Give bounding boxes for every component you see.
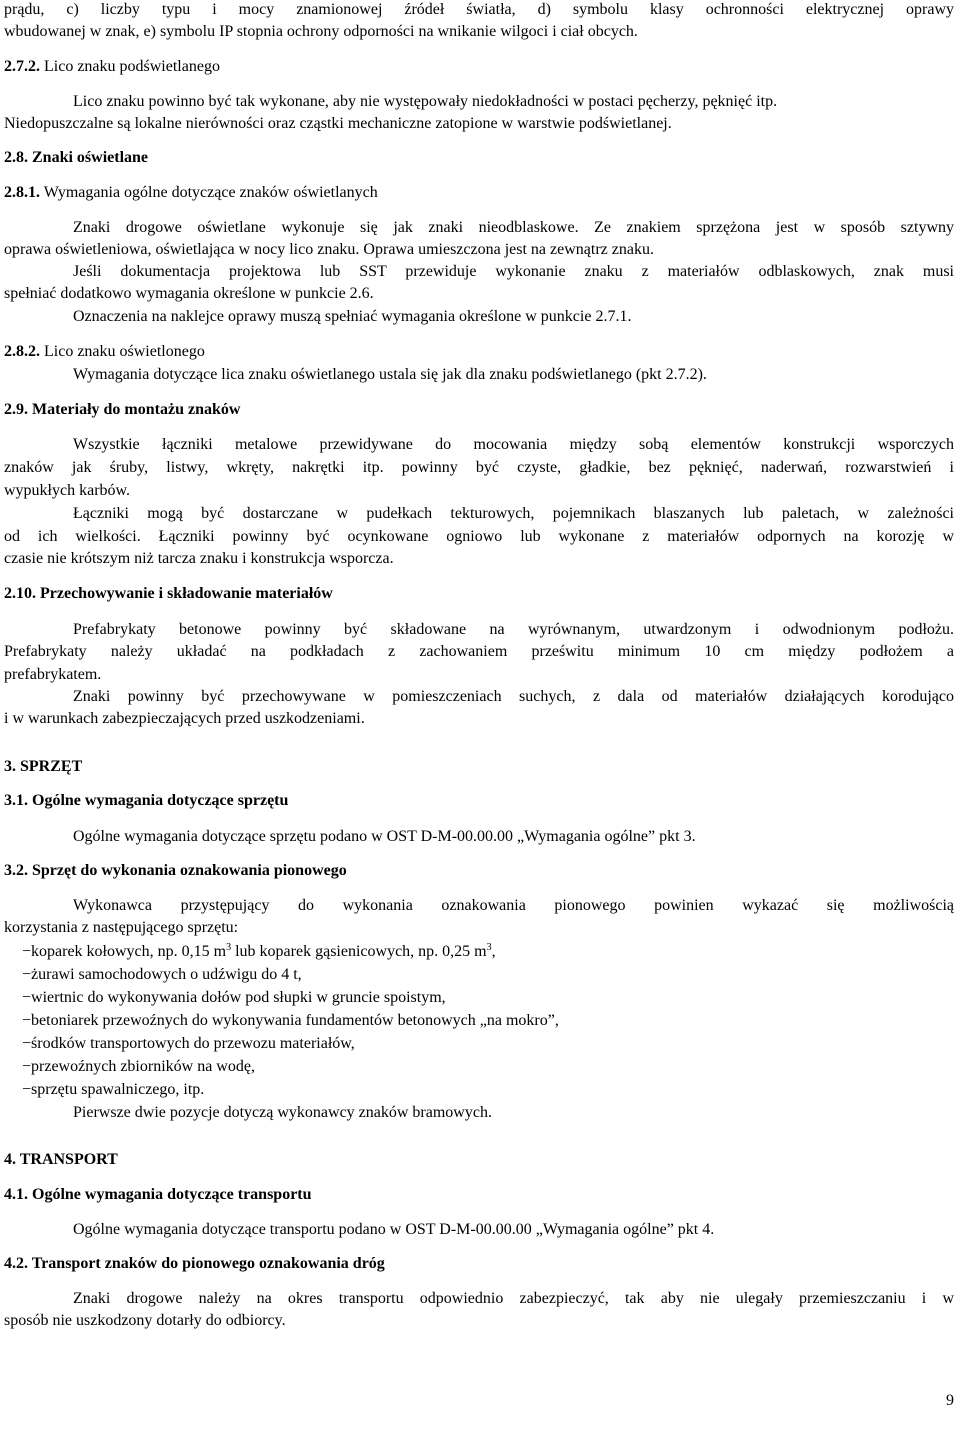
section-heading-4-2: 4.2. Transport znaków do pionowego oznakowania dróg bbox=[4, 1255, 385, 1272]
section-heading-2-8-2: 2.8.2. Lico znaku oświetlonego bbox=[4, 343, 205, 360]
section-heading-2-8-1: 2.8.1. Wymagania ogólne dotyczące znaków oświetlanych bbox=[4, 184, 378, 201]
section-heading-4-1: 4.1. Ogólne wymagania dotyczące transportu bbox=[4, 1186, 312, 1203]
paragraph-line: Niedopuszczalne są lokalne nierówności oraz cząstki mechaniczne zatopione w warstwie podświetlanej. bbox=[4, 115, 672, 132]
section-heading-2-10: 2.10. Przechowywanie i składowanie materiałów bbox=[4, 585, 333, 602]
list-item: −przewoźnych zbiorników na wodę, bbox=[22, 1058, 255, 1075]
page-number: 9 bbox=[946, 1392, 954, 1409]
paragraph-line: prefabrykatem. bbox=[4, 666, 102, 683]
list-item: −żurawi samochodowych o udźwigu do 4 t, bbox=[22, 966, 302, 983]
paragraph-line: Lico znaku powinno być tak wykonane, aby nie występowały niedokładności w postaci pęcherzy, pęknięć itp. bbox=[73, 93, 778, 110]
paragraph-line: Ogólne wymagania dotyczące sprzętu podano w OST D-M-00.00.00 „Wymagania ogólne” pkt 3. bbox=[73, 828, 696, 845]
paragraph-line: Prefabrykaty należy układać na podkładach z zachowaniem prześwitu minimum 10 cm między podłożem a bbox=[4, 643, 954, 660]
section-heading-4: 4. TRANSPORT bbox=[4, 1151, 118, 1168]
list-item: −betoniarek przewoźnych do wykonywania fundamentów betonowych „na mokro”, bbox=[22, 1012, 559, 1029]
paragraph-line: wbudowanej w znak, e) symbolu IP stopnia ochrony odporności na wnikanie wilgoci i ciał obcych. bbox=[4, 23, 638, 40]
paragraph-line: Wszystkie łączniki metalowe przewidywane do mocowania między sobą elementów konstrukcji wsporczych bbox=[73, 436, 954, 453]
list-item: −wiertnic do wykonywania dołów pod słupki w gruncie spoistym, bbox=[22, 989, 446, 1006]
paragraph-line: znaków jak śruby, listwy, wkręty, nakrętki itp. powinny być czyste, gładkie, bez pęknięć, naderwań, rozwarstwień i bbox=[4, 459, 954, 476]
list-item: −koparek kołowych, np. 0,15 $m^3$ lub koparek gąsienicowych, np. 0,25 $m^3$, bbox=[22, 942, 496, 960]
paragraph-line: Pierwsze dwie pozycje dotyczą wykonawcy znaków bramowych. bbox=[73, 1104, 492, 1121]
paragraph-line: Znaki drogowe należy na okres transportu odpowiednio zabezpieczyć, tak aby nie ulegały przemieszczaniu i w bbox=[73, 1290, 954, 1307]
section-heading-2-7-2: 2.7.2. Lico znaku podświetlanego bbox=[4, 58, 220, 75]
paragraph-line: wypukłych karbów. bbox=[4, 482, 131, 499]
paragraph-line: oprawa oświetleniowa, oświetlająca w nocy lico znaku. Oprawa umieszczona jest na zewnątrz znaku. bbox=[4, 241, 654, 258]
paragraph-line: Znaki powinny być przechowywane w pomieszczeniach suchych, z dala od materiałów działających korodująco bbox=[73, 688, 954, 705]
section-heading-3-1: 3.1. Ogólne wymagania dotyczące sprzętu bbox=[4, 792, 289, 809]
paragraph-line: czasie nie krótszym niż tarcza znaku i konstrukcja wsporcza. bbox=[4, 550, 394, 567]
paragraph-line: sposób nie uszkodzony dotarły do odbiorcy. bbox=[4, 1312, 286, 1329]
paragraph-line: Znaki drogowe oświetlane wykonuje się jak znaki nieodblaskowe. Ze znakiem sprzężona jest w sposób sztywny bbox=[73, 219, 954, 236]
paragraph-line: Wykonawca przystępujący do wykonania oznakowania pionowego powinien wykazać się możliwością bbox=[73, 897, 954, 914]
paragraph-line: od ich wielkości. Łączniki powinny być ocynkowane ogniowo lub wykonane z materiałów odpornych na korozję w bbox=[4, 528, 954, 545]
section-heading-3-2: 3.2. Sprzęt do wykonania oznakowania pionowego bbox=[4, 862, 347, 879]
paragraph-line: Prefabrykaty betonowe powinny być składowane na wyrównanym, utwardzonym i odwodnionym podłożu. bbox=[73, 621, 954, 638]
paragraph-line: Jeśli dokumentacja projektowa lub SST przewiduje wykonanie znaku z materiałów odblaskowych, znak musi bbox=[73, 263, 954, 280]
paragraph-line: i w warunkach zabezpieczających przed uszkodzeniami. bbox=[4, 710, 365, 727]
list-item: −sprzętu spawalniczego, itp. bbox=[22, 1081, 205, 1098]
paragraph-line: Oznaczenia na naklejce oprawy muszą spełniać wymagania określone w punkcie 2.7.1. bbox=[73, 308, 632, 325]
section-heading-2-8: 2.8. Znaki oświetlane bbox=[4, 149, 149, 166]
list-item: −środków transportowych do przewozu materiałów, bbox=[22, 1035, 355, 1052]
section-heading-3: 3. SPRZĘT bbox=[4, 758, 83, 775]
paragraph-line: Wymagania dotyczące lica znaku oświetlanego ustala się jak dla znaku podświetlanego (pkt 2.7.2). bbox=[73, 366, 707, 383]
paragraph-line: spełniać dodatkowo wymagania określone w punkcie 2.6. bbox=[4, 285, 374, 302]
section-heading-2-9: 2.9. Materiały do montażu znaków bbox=[4, 401, 241, 418]
paragraph-line: Ogólne wymagania dotyczące transportu podano w OST D-M-00.00.00 „Wymagania ogólne” pkt 4. bbox=[73, 1221, 715, 1238]
paragraph-line: prądu, c) liczby typu i mocy znamionowej źródeł światła, d) symbolu klasy ochronności elektrycznej oprawy bbox=[4, 1, 954, 18]
paragraph-line: Łączniki mogą być dostarczane w pudełkach tekturowych, pojemnikach blaszanych lub paletach, w zależności bbox=[73, 505, 954, 522]
paragraph-line: korzystania z następującego sprzętu: bbox=[4, 919, 239, 936]
